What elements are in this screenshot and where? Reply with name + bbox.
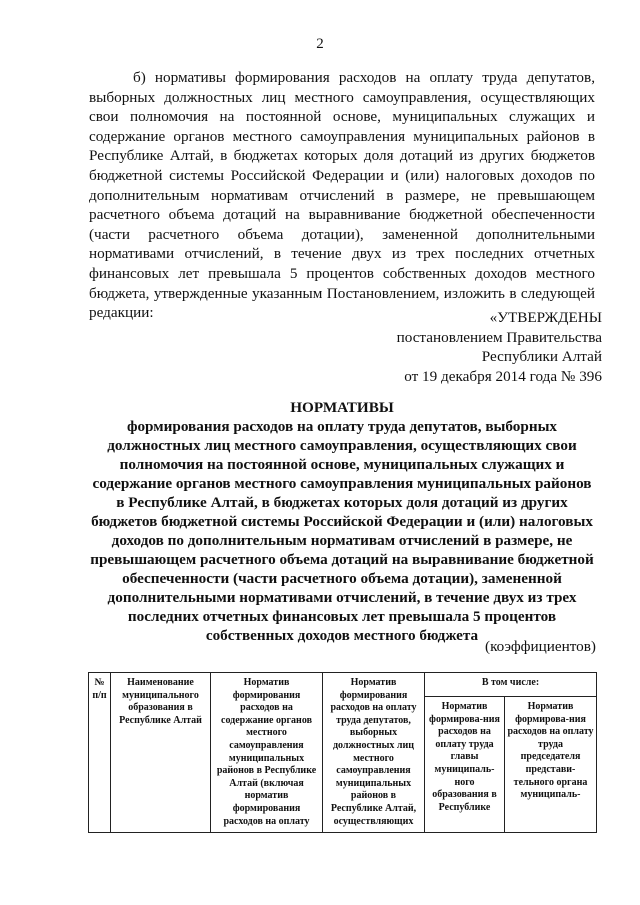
header-num: № п/п <box>89 673 111 833</box>
approval-block <box>362 308 602 386</box>
table-header-row <box>89 673 597 697</box>
header-norm-deputies: Норматив формирования расходов на оплату труда депутатов, выборных должностных лиц местного самоуправления муниципальных районов в Республике Алтай, осуществляющих <box>323 673 425 833</box>
header-norm-chair: Норматив формирова-ния расходов на оплату труда председателя представи-тельного органа муниципаль- <box>505 697 597 833</box>
norms-table <box>88 672 597 833</box>
header-municipality: Наименование муниципального образования в Республике Алтай <box>111 673 211 833</box>
header-norm-head: Норматив формирова-ния расходов на оплату труда главы муниципаль-ного образования в Республике <box>425 697 505 833</box>
units-note: (коэффициентов) <box>485 638 596 655</box>
title-heading: НОРМАТИВЫ <box>290 399 394 416</box>
page-number: 2 <box>316 36 324 52</box>
approval-line-3: Республики Алтай <box>481 348 602 365</box>
header-including: В том числе: <box>425 673 597 697</box>
approval-line-2: постановлением Правительства <box>396 328 602 346</box>
title-subtitle: формирования расходов на оплату труда депутатов, выборных должностных лиц местного самоуправления, осуществляющих свои полномочия на постоянной основе, муниципальных служащих и содержание органов местного самоуправления муниципальных районов в Республике Алтай, в бюджетах которых доля дотаций из других бюджетов бюджетной системы Российской Федерации и (или) налоговых доходов по дополнительным нормативам отчислений в размере, не превышающем расчетного объема дотаций на выравнивание бюджетной обеспеченности (части расчетного объема дотации), замененной дополнительными нормативами отчислений, в течение двух из трех последних отчетных финансовых лет превышала 5 процентов собственных доходов местного бюджета <box>90 418 594 644</box>
intro-paragraph: б) нормативы формирования расходов на оплату труда депутатов, выборных должностных лиц местного самоуправления, осуществляющих свои полномочия на постоянной основе, муниципальных служащих и содержание органов местного самоуправления муниципальных районов в Республике Алтай, в бюджетах которых доля дотаций из других бюджетов бюджетной системы Российской Федерации и (или) налоговых доходов по дополнительным нормативам отчислений в размере, не превышающем расчетного объема дотаций на выравнивание бюджетной обеспеченности (части расчетного объема дотации), замененной дополнительными нормативами отчислений, в течение двух из трех последних отчетных финансовых лет превышала 5 процентов собственных доходов местного бюджета, утвержденные указанным Постановлением, изложить в следующей редакции: <box>89 69 595 322</box>
header-norm-organs: Норматив формирования расходов на содержание органов местного самоуправления муниципальных районов в Республике Алтай (включая норматив формирования расходов на оплату <box>211 673 323 833</box>
approval-line-1: «УТВЕРЖДЕНЫ <box>489 309 602 326</box>
approval-line-4: от 19 декабря 2014 года № 396 <box>404 367 602 385</box>
document-title <box>89 398 595 645</box>
